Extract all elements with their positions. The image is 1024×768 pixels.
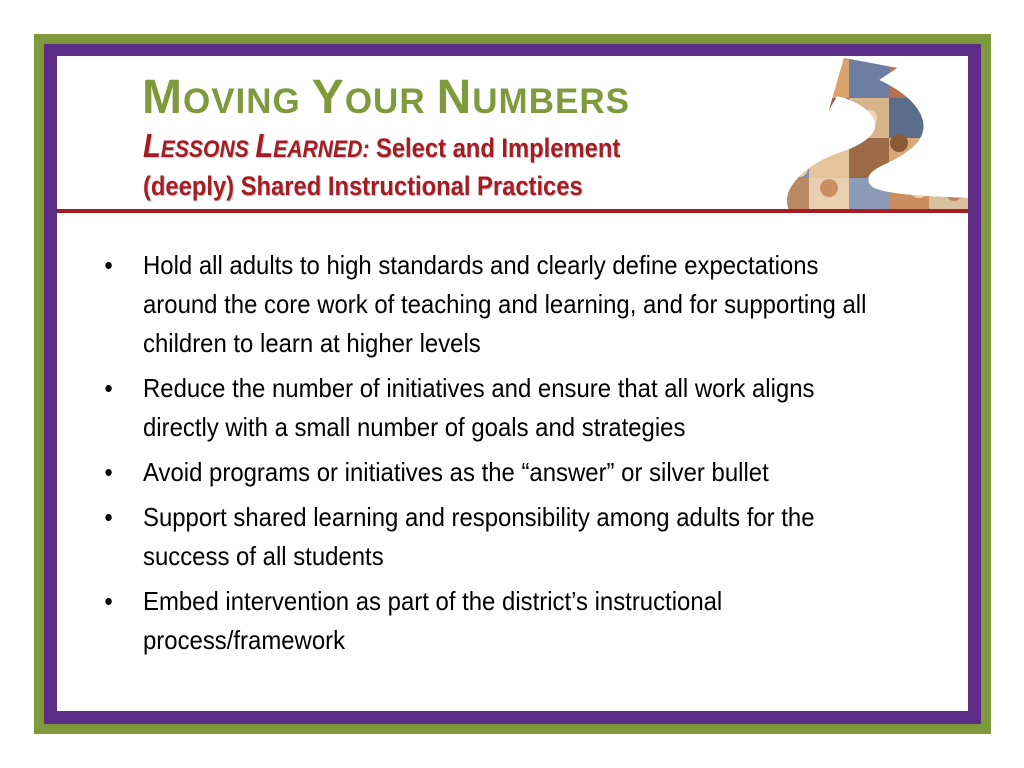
bullet-text: Embed intervention as part of the district’s instructional process/framework [143, 586, 723, 655]
brand-word2-rest: OUR [344, 82, 426, 121]
brand-logo-text [142, 71, 630, 124]
title-line2: (deeply) Shared Instructional Practices [143, 171, 583, 201]
bullet-text: Support shared learning and responsibility among adults for the success of all students [143, 502, 815, 571]
lessons-cap: L [143, 127, 161, 164]
bullet-text: Avoid programs or initiatives as the “answer” or silver bullet [143, 457, 769, 487]
bullet-marker: • [104, 457, 113, 487]
bullet-list [97, 246, 870, 666]
bullet-marker: • [104, 373, 113, 403]
bullet-text: Reduce the number of initiatives and ensure that all work aligns directly with a small number of goals and strategies [143, 373, 815, 442]
list-item [97, 246, 870, 363]
title-divider [57, 209, 968, 213]
list-item [97, 498, 870, 576]
bullet-marker: • [104, 586, 113, 616]
brand-word1-rest: OVING [182, 82, 301, 121]
bullet-marker: • [104, 502, 113, 532]
bullet-marker: • [104, 250, 113, 280]
student-photo-arrow-icon [769, 58, 968, 210]
list-item [97, 582, 870, 660]
title-line1: Select and Implement [375, 133, 621, 163]
list-item [97, 453, 870, 492]
brand-word3-rest: UMBERS [472, 82, 630, 121]
learned-cap: L [255, 127, 274, 164]
slide [57, 56, 968, 711]
brand-word1-cap: M [142, 71, 183, 124]
lessons-rest: ESSONS [160, 136, 249, 163]
bullet-text: Hold all adults to high standards and clearly define expectations around the core work of teaching and learning, and for supporting all children to learn at higher levels [143, 250, 867, 358]
brand-word3-cap: N [436, 71, 473, 124]
list-item [97, 369, 870, 447]
slide-title [143, 128, 689, 204]
brand-word2-cap: Y [311, 71, 345, 124]
lessons-learned-label [143, 127, 370, 164]
learned-rest: EARNED: [273, 136, 370, 163]
